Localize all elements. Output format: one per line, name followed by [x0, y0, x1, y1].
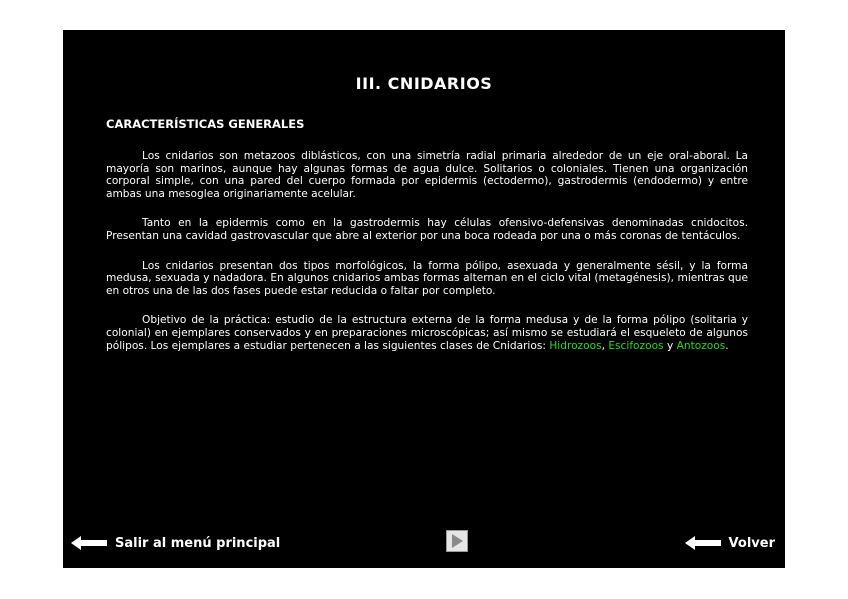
- back-label: Volver: [728, 535, 775, 551]
- link-escifozoos[interactable]: Escifozoos: [608, 339, 664, 352]
- arrow-left-icon: [71, 536, 107, 550]
- paragraph-1: Los cnidarios son metazoos diblásticos, con una simetría radial primaria alrededor de un eje oral-aboral. La mayoría son marinos, aunque hay algunas formas de agua dulce. Solitarios o coloniales. Tienen una organización corporal simple, con una pared del cuerpo formada por epidermis (ectodermo), gastrodermis (endodermo) y entre ambas una mesoglea originariamente acelular.: [106, 150, 748, 200]
- content-screen: [63, 30, 785, 568]
- paragraph-4-end: .: [725, 339, 729, 352]
- paragraph-2: Tanto en la epidermis como en la gastrodermis hay células ofensivo-defensivas denominadas cnidocitos. Presentan una cavidad gastrovascular que abre al exterior por una boca rodeada por una o más coronas de tentáculos.: [106, 217, 748, 242]
- main-menu-label: Salir al menú principal: [115, 535, 281, 551]
- paragraph-4: [106, 314, 748, 352]
- separator-2: y: [663, 339, 677, 352]
- separator-1: ,: [601, 339, 609, 352]
- back-button[interactable]: [685, 532, 775, 554]
- body-text: [106, 150, 748, 369]
- section-heading: CARACTERÍSTICAS GENERALES: [106, 117, 305, 131]
- play-button[interactable]: [446, 530, 468, 552]
- link-antozoos[interactable]: Antozoos: [676, 339, 726, 352]
- arrow-left-icon: [685, 536, 721, 550]
- link-hidrozoos[interactable]: Hidrozoos: [549, 339, 602, 352]
- paragraph-3: Los cnidarios presentan dos tipos morfológicos, la forma pólipo, asexuada y generalmente sésil, y la forma medusa, sexuada y nadadora. En algunos cnidarios ambas formas alternan en el ciclo vital (metagénesis), mientras que en otros una de las dos fases puede estar reducida o faltar por completo.: [106, 259, 748, 297]
- play-icon: [447, 531, 467, 551]
- paragraph-4-text: Objetivo de la práctica: estudio de la estructura externa de la forma medusa y de la forma pólipo (solitaria y colonial) en ejemplares conservados y en preparaciones microscópicas; así mismo se estudiará el esqueleto de algunos pólipos. Los ejemplares a estudiar pertenecen a las siguientes clases de Cnidarios:: [106, 314, 748, 352]
- page-title: III. CNIDARIOS: [355, 74, 493, 93]
- main-menu-button[interactable]: [71, 532, 280, 554]
